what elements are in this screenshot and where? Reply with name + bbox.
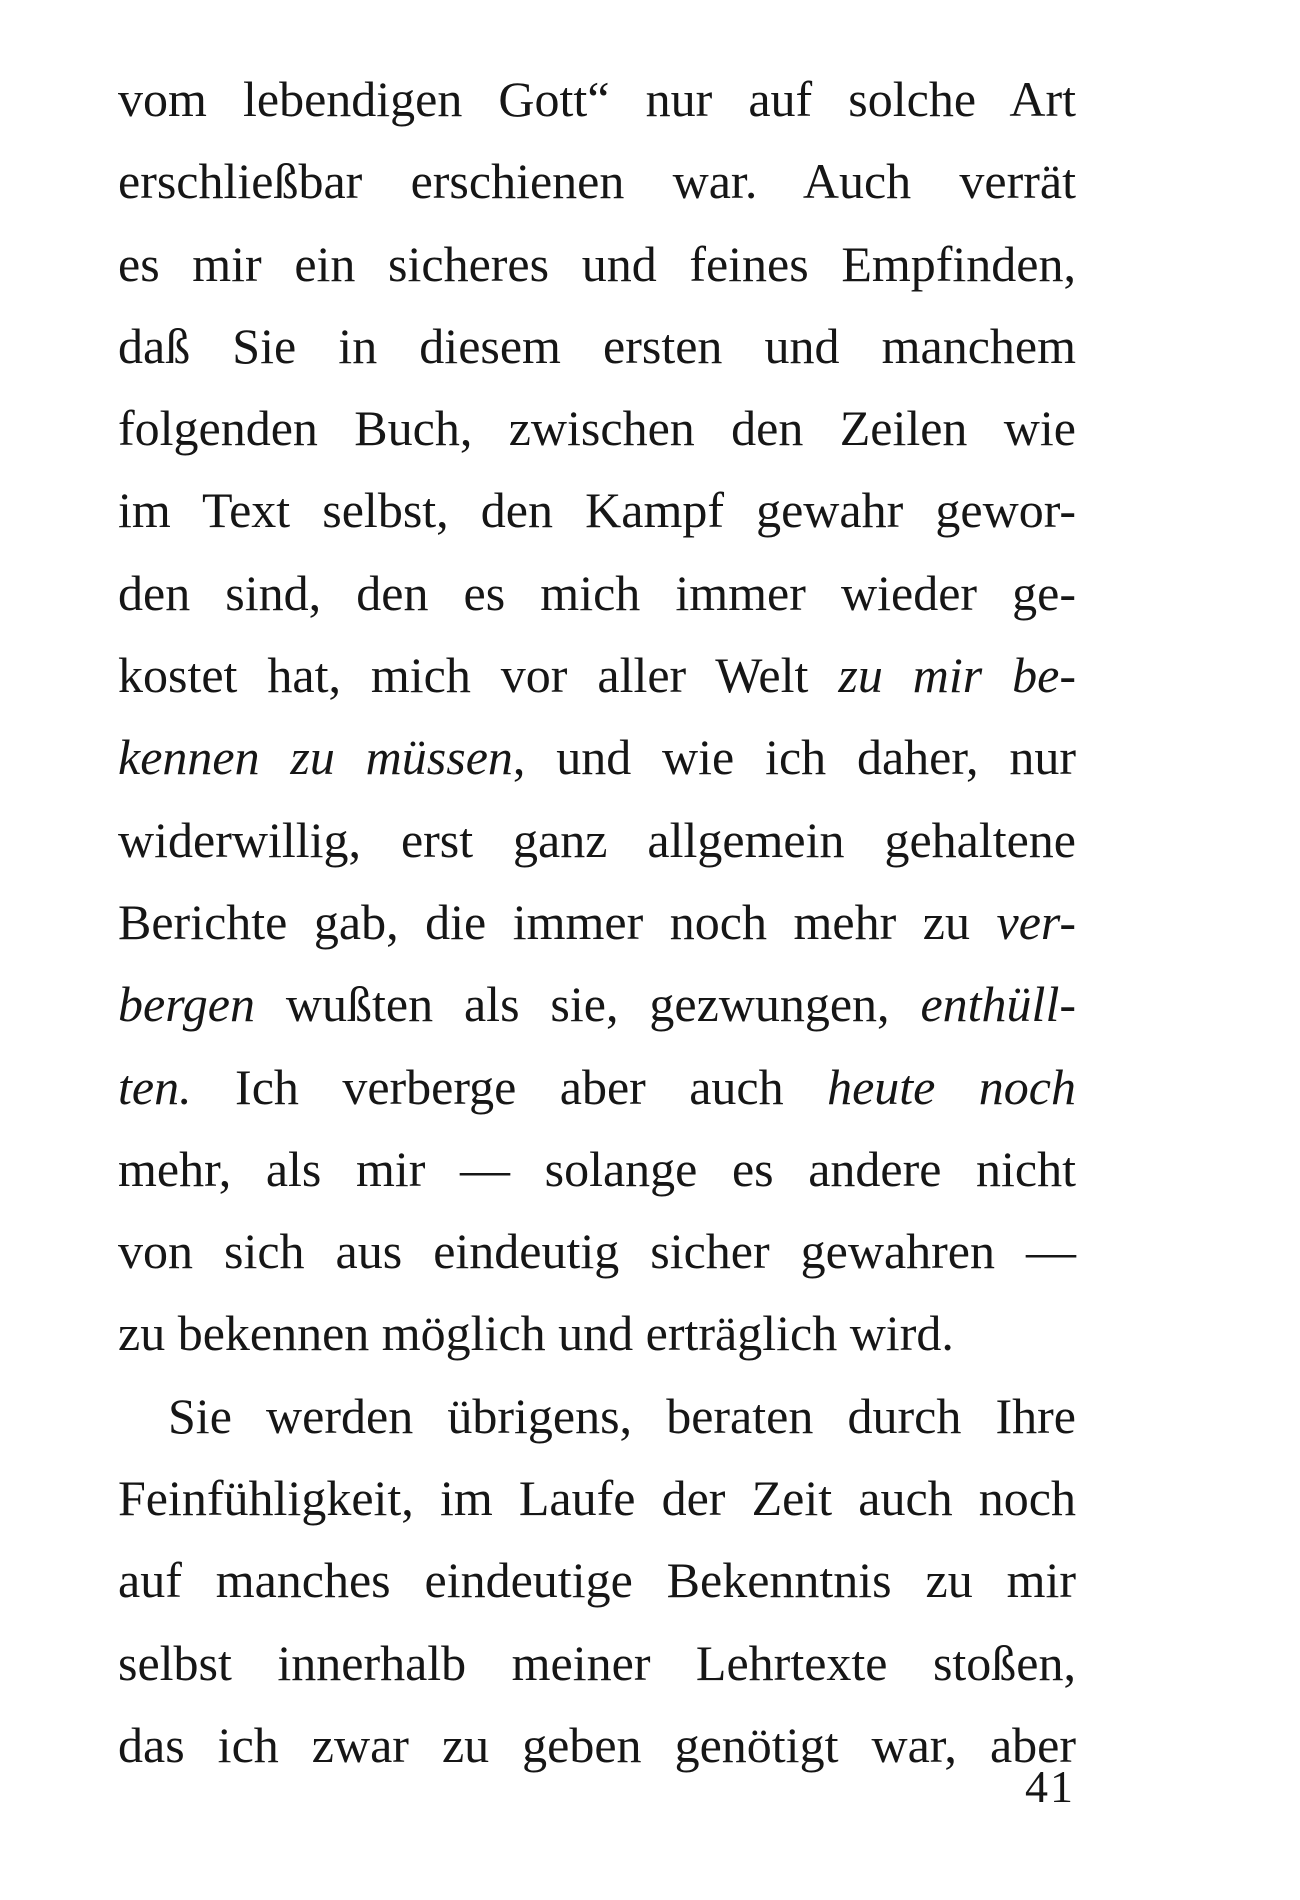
text-line xyxy=(118,716,1076,798)
text-segment: vom lebendigen Gott“ nur auf solche Art xyxy=(118,71,1076,127)
text-line xyxy=(118,140,1076,222)
text-line xyxy=(118,1210,1076,1292)
text-line xyxy=(118,1539,1076,1621)
body-text xyxy=(118,58,1076,1786)
text-segment: selbst innerhalb meiner Lehrtexte stoßen, xyxy=(118,1634,1076,1691)
text-segment: wußten als sie, gezwungen, xyxy=(255,976,921,1033)
text-segment: das ich zwar zu geben genötigt war, aber xyxy=(118,1716,1076,1773)
text-line xyxy=(118,223,1076,305)
emphasis-text: zu mir be- xyxy=(838,647,1076,704)
text-line xyxy=(118,1046,1076,1128)
text-line xyxy=(118,387,1076,469)
text-line xyxy=(118,1375,1076,1457)
text-segment: kostet hat, mich vor aller Welt xyxy=(118,647,839,704)
text-line xyxy=(118,963,1076,1045)
emphasis-text: ver- xyxy=(996,893,1076,950)
emphasis-text: enthüll- xyxy=(920,976,1076,1033)
text-segment: widerwillig, erst ganz allgemein gehaltene xyxy=(118,811,1076,868)
text-line xyxy=(118,1128,1076,1210)
text-segment: erschließbar erschienen war. Auch verrät xyxy=(118,153,1076,210)
text-segment: mehr, als mir — solange es andere nicht xyxy=(118,1140,1076,1197)
text-line xyxy=(118,552,1076,634)
text-segment: im Text selbst, den Kampf gewahr gewor- xyxy=(118,482,1076,539)
text-segment: Ich verberge aber auch xyxy=(191,1058,828,1115)
text-segment: auf manches eindeutige Bekenntnis zu mir xyxy=(118,1552,1076,1609)
text-segment: , und wie ich daher, nur xyxy=(512,729,1076,786)
text-line xyxy=(118,634,1076,716)
text-line xyxy=(118,881,1076,963)
text-line xyxy=(118,305,1076,387)
text-segment: Sie werden übrigens, beraten durch Ihre xyxy=(168,1387,1076,1444)
emphasis-text: bergen xyxy=(118,976,255,1033)
emphasis-text: kennen zu müssen xyxy=(118,729,513,786)
text-line xyxy=(118,1457,1076,1539)
text-segment: von sich aus eindeutig sicher gewahren — xyxy=(118,1223,1076,1280)
text-line xyxy=(118,469,1076,551)
text-segment: zu bekennen möglich und erträglich wird. xyxy=(118,1305,954,1362)
text-segment: es mir ein sicheres und feines Empfinden, xyxy=(118,235,1076,292)
text-line xyxy=(118,1292,1076,1374)
text-line xyxy=(118,1704,1076,1786)
text-segment: folgenden Buch, zwischen den Zeilen wie xyxy=(118,400,1076,457)
text-line xyxy=(118,799,1076,881)
emphasis-text: heute noch xyxy=(827,1058,1076,1115)
text-segment: Feinfühligkeit, im Laufe der Zeit auch noch xyxy=(118,1470,1076,1527)
text-segment: daß Sie in diesem ersten und manchem xyxy=(118,317,1076,374)
emphasis-text: ten. xyxy=(118,1058,192,1115)
text-segment: Berichte gab, die immer noch mehr zu xyxy=(118,893,997,950)
page-number: 41 xyxy=(1025,1761,1075,1812)
text-segment: den sind, den es mich immer wieder ge- xyxy=(118,564,1076,621)
text-line xyxy=(118,58,1076,140)
text-line xyxy=(118,1622,1076,1704)
